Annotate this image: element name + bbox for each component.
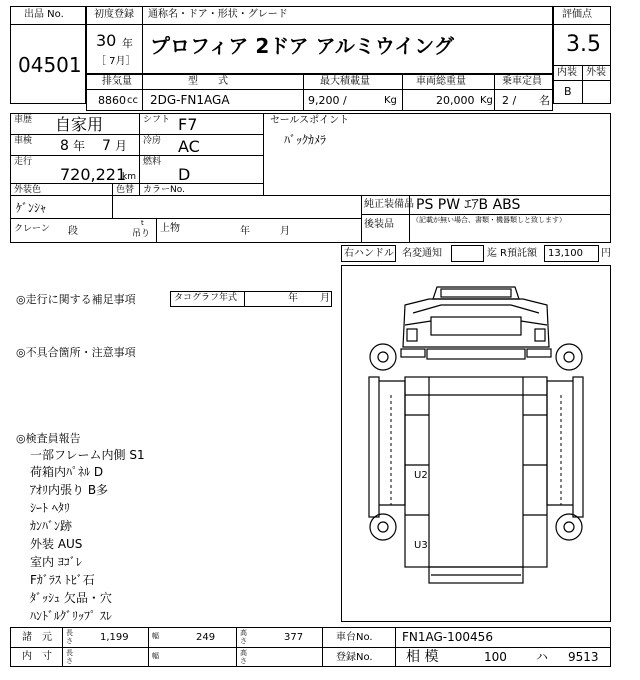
deadline-label: 迄 [487, 248, 497, 259]
driving-remarks-title: ◎走行に関する補足事項 [16, 293, 136, 306]
chassis-label: 車台No. [336, 632, 373, 643]
dims-label: 諸 元 [22, 632, 52, 643]
ac-value: AC [178, 137, 200, 156]
displacement-unit: cc [127, 95, 138, 106]
crane-steps-unit: 段 [68, 226, 78, 237]
inspector-item: Fｶﾞﾗｽ ﾄﾋﾞ石 [30, 573, 95, 587]
tacho-month-unit: 月 [320, 293, 330, 304]
mileage-unit: km [122, 172, 136, 182]
max-load-value: 9,200 / [308, 94, 347, 107]
equip-divider [361, 214, 611, 215]
history-label: 車歴 [14, 115, 33, 125]
recycle-unit: 円 [601, 248, 611, 259]
exterior-label: 外装 [586, 67, 606, 78]
details-row-1 [10, 134, 263, 135]
length-label: 長さ [66, 629, 73, 645]
recycle-amount: 13,100 [548, 248, 583, 259]
inspector-item: ｱｵﾘ内張り B多 [30, 483, 109, 497]
lot-label: 出品 No. [24, 9, 64, 20]
model-name: プロフィア 2ドア アルミウイング [150, 34, 454, 58]
displacement-value: 8860 [98, 94, 126, 107]
footer-col-4 [322, 627, 323, 667]
inspector-item: ﾊﾝﾄﾞﾙｸﾞﾘｯﾌﾟ ｽﾚ [30, 609, 112, 623]
lot-divider [10, 24, 86, 25]
grade-col-divider [582, 65, 583, 104]
inspection-label: 車検 [14, 136, 33, 146]
body-year-unit: 年 [240, 226, 250, 237]
spec-col-1 [142, 74, 143, 111]
aftermarket-note: （記載が無い場合、書類・機器類しと致します） [412, 216, 566, 224]
inspection-month-unit: 月 [115, 139, 128, 153]
height-value: 377 [284, 632, 304, 643]
inspection-month: 7 [102, 138, 111, 154]
capacity-value: 2 / [502, 94, 517, 107]
title-divider [86, 24, 553, 25]
displacement-label: 排気量 [102, 76, 132, 87]
equip-split [361, 195, 362, 243]
width-label: 幅 [152, 632, 159, 640]
score-value: 3.5 [566, 32, 601, 57]
inspector-item: ｼｰﾄ ﾍﾀﾘ [30, 501, 70, 515]
inspector-item: 荷箱内ﾊﾟﾈﾙ D [30, 465, 104, 479]
spec-col-3 [402, 74, 403, 111]
crane-ton-unit: t [141, 219, 144, 227]
inspection-year-unit: 年 [73, 139, 86, 153]
truck-diagram [341, 265, 611, 622]
score-divider [553, 24, 611, 25]
mileage-value: 720,221 [60, 165, 127, 184]
mileage-label: 走行 [14, 157, 33, 167]
aftermarket-label: 後装品 [364, 219, 394, 230]
sales-point-value: ﾊﾞｯｸｶﾒﾗ [284, 133, 327, 147]
name-label: 通称名・ドア・形状・グレード [148, 9, 288, 20]
tacho-year-unit: 年 [288, 293, 298, 304]
details-row-3 [10, 183, 263, 184]
model-code-value: 2DG-FN1AGA [150, 93, 230, 107]
color-change-label: 色替 [116, 185, 135, 195]
inspection-year: 8 [60, 138, 69, 154]
interior-label: 内装 [557, 67, 577, 78]
footer-col-1 [62, 627, 63, 667]
color-split [112, 183, 113, 218]
gross-weight-unit: Kg [480, 95, 493, 106]
shift-value: F7 [178, 115, 198, 134]
chassis-value: FN1AG-100456 [402, 630, 493, 644]
max-load-label: 最大積載量 [320, 76, 370, 87]
color-number-label: カラーNo. [143, 185, 185, 195]
spec-divider [86, 89, 553, 90]
inner-length-label: 長さ [66, 649, 73, 665]
details-row-4 [10, 195, 611, 196]
capacity-label: 乗車定員 [502, 76, 542, 87]
equipment-label: 純正装備品 [364, 199, 414, 210]
body-month-unit: 月 [280, 226, 290, 237]
first-reg-month: ［ 7月］ [96, 56, 136, 67]
capacity-unit: 名 [539, 94, 550, 107]
first-reg-year-unit: 年 [122, 37, 133, 50]
fuel-label: 燃料 [143, 157, 162, 167]
spec-col-4 [494, 74, 495, 111]
footer-col-2 [148, 627, 149, 667]
defects-title: ◎不具合箇所・注意事項 [16, 346, 136, 359]
equipment-value: PS PW ｴｱB ABS [416, 197, 521, 213]
width-value: 249 [196, 632, 216, 643]
history-value: 自家用 [55, 115, 104, 134]
first-reg-year: 30 [96, 31, 117, 50]
inspector-item: ﾀﾞｯｼｭ 欠品・穴 [30, 591, 112, 605]
name-change-label: 名変通知 [402, 248, 442, 259]
max-load-unit: Kg [384, 95, 397, 106]
reg-number: 9513 [568, 650, 599, 664]
crane-hang-unit: 吊り [132, 229, 151, 239]
first-reg-label: 初度登録 [94, 9, 134, 20]
title-col-divider [142, 6, 143, 74]
inner-width-label: 幅 [152, 652, 159, 660]
inspector-title: ◎検査員報告 [16, 432, 81, 445]
color-label: 外装色 [14, 185, 42, 195]
footer-divider [10, 647, 611, 648]
reg-class: 100 [484, 650, 507, 664]
reg-kana: ハ [536, 650, 549, 664]
damage-mark-u2: U2 [414, 470, 428, 481]
gross-weight-label: 車両総重量 [416, 76, 466, 87]
spec-col-2 [303, 74, 304, 111]
length-value: 1,199 [100, 632, 129, 643]
tacho-split [244, 291, 245, 307]
fuel-value: D [178, 165, 191, 184]
sales-point-label: セールスポイント [270, 115, 350, 126]
crane-split [156, 218, 157, 243]
inner-dims-label: 内 寸 [22, 651, 52, 662]
inspector-item: 一部フレーム内側 S1 [30, 448, 145, 462]
shift-label: シフト [143, 115, 171, 125]
recycle-label: R預託額 [500, 248, 537, 259]
height-label: 高さ [240, 629, 247, 645]
ac-label: 冷房 [143, 136, 162, 146]
tacho-label: タコグラフ年式 [174, 293, 238, 303]
score-label: 評価点 [562, 9, 592, 20]
damage-mark-u3: U3 [414, 540, 428, 551]
footer-col-5 [395, 627, 396, 667]
color-value: ｹﾞﾝｼｬ [16, 201, 47, 215]
details-row-5 [10, 218, 361, 219]
body-mount-label: 上物 [160, 223, 180, 234]
lot-number: 04501 [18, 53, 82, 77]
crane-label: クレーン [14, 224, 50, 234]
reg-label: 登録No. [336, 652, 373, 663]
interior-grade: B [564, 85, 572, 98]
details-split [263, 113, 264, 195]
inspector-item: 外装 AUS [30, 537, 83, 551]
gross-weight-value: 20,000 [436, 94, 475, 107]
inspector-item: ｶﾝﾊﾞﾝ跡 [30, 519, 73, 533]
details-row-2 [10, 155, 263, 156]
inner-height-label: 高さ [240, 649, 247, 665]
footer-col-3 [236, 627, 237, 667]
steering-value: 右ハンドル [344, 248, 394, 259]
model-code-label: 型 式 [188, 76, 228, 87]
inspector-item: 室内 ﾖｺﾞﾚ [30, 555, 82, 569]
reg-area: 相 模 [406, 649, 439, 665]
name-change-box [451, 245, 484, 262]
